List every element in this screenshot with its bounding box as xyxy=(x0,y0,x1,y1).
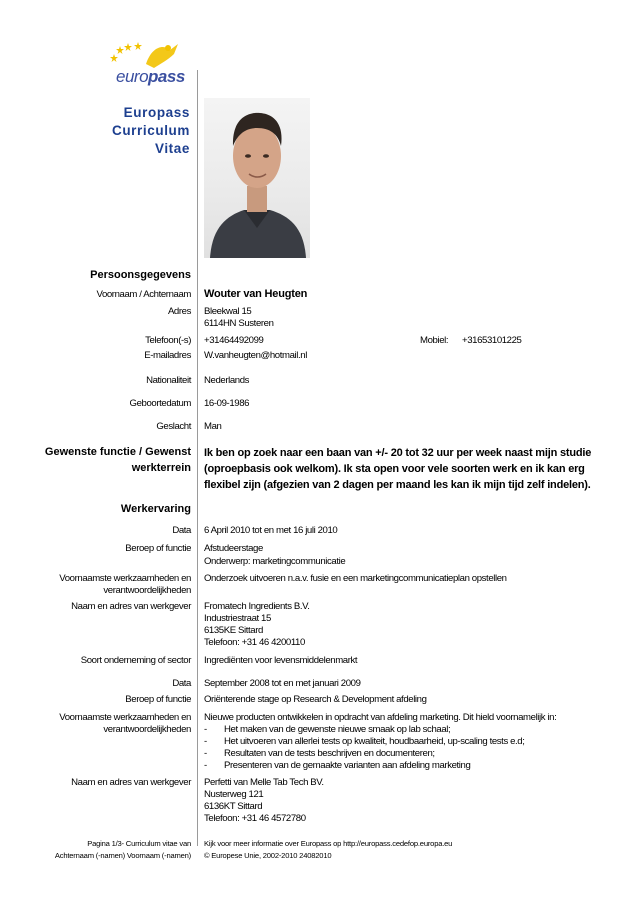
gender-value: Man xyxy=(204,421,222,432)
gender-label: Geslacht xyxy=(156,421,191,432)
desired-text-line1: Ik ben op zoek naar een baan van +/- 20 tot 32 uur per week naast mijn studie xyxy=(204,447,592,459)
job2-employer-line3: 6136KT Sittard xyxy=(204,801,263,812)
job1-date-label: Data xyxy=(172,525,191,536)
job2-task-text: Resultaten van de tests beschrijven en documenteren; xyxy=(224,748,435,759)
job1-sector-label: Soort onderneming of sector xyxy=(80,655,191,666)
desired-label-line2: werkterrein xyxy=(131,462,191,474)
section-personal: Persoonsgegevens xyxy=(90,269,191,281)
europass-wordmark: europass xyxy=(116,67,185,86)
job2-task-text: Presenteren van de gemaakte varianten aan afdeling marketing xyxy=(224,760,471,771)
footer-left-line2: Achternaam (-namen) Voornaam (-namen) xyxy=(54,851,191,860)
cv-title xyxy=(58,104,190,158)
job2-employer-line2: Nusterweg 121 xyxy=(204,789,264,800)
address-label: Adres xyxy=(167,306,191,317)
job2-date-label: Data xyxy=(172,678,191,689)
footer-page-info xyxy=(55,838,191,862)
job1-employer-line3: 6135KE Sittard xyxy=(204,625,263,636)
job2-task-item xyxy=(204,736,525,748)
nationality-value: Nederlands xyxy=(204,375,250,386)
address-line2: 6114HN Susteren xyxy=(204,318,274,329)
bullet-dash: - xyxy=(204,760,207,771)
footer-europass-info xyxy=(204,838,452,862)
bullet-dash: - xyxy=(204,724,207,735)
job2-role-value: Oriënterende stage op Research & Development afdeling xyxy=(204,694,427,705)
column-divider xyxy=(197,70,198,846)
job1-employer-label: Naam en adres van werkgever xyxy=(71,601,191,612)
bullet-dash: - xyxy=(204,748,207,759)
europass-logo xyxy=(108,40,194,96)
name-label: Voornaam / Achternaam xyxy=(96,289,191,300)
email-value: W.vanheugten@hotmail.nl xyxy=(204,350,307,361)
job1-role-line2: Onderwerp: marketingcommunicatie xyxy=(204,556,346,567)
phone-label: Telefoon(-s) xyxy=(145,335,191,346)
cv-title-line1: Europass Curriculum xyxy=(111,105,190,138)
desired-text-line3: flexibel zijn (afgezien van 2 dagen per maand les kan ik mijn tijd zelf indelen). xyxy=(204,479,591,491)
job2-task-item xyxy=(204,724,450,736)
job2-employer-label: Naam en adres van werkgever xyxy=(71,777,191,788)
job1-role-line1: Afstudeerstage xyxy=(204,543,263,554)
job2-employer-line4: Telefoon: +31 46 4572780 xyxy=(204,813,306,824)
profile-photo xyxy=(204,98,310,258)
cv-title-line2: Vitae xyxy=(154,141,190,156)
name-value: Wouter van Heugten xyxy=(204,288,308,300)
birthdate-value: 16-09-1986 xyxy=(204,398,250,409)
footer-left-line1: Pagina 1/3- Curriculum vitae van xyxy=(87,839,191,848)
job1-sector-value: Ingrediënten voor levensmiddelenmarkt xyxy=(204,655,358,666)
job1-tasks-label-line1: Voornaamste werkzaamheden en xyxy=(59,573,191,584)
job2-tasks-intro: Nieuwe producten ontwikkelen in opdracht van afdeling marketing. Dit hield voornamelijk in: xyxy=(204,712,557,723)
job2-task-text: Het uitvoeren van allerlei tests op kwaliteit, houdbaarheid, up-scaling tests e.d; xyxy=(224,736,525,747)
section-experience: Werkervaring xyxy=(120,503,191,515)
job2-tasks-label-line1: Voornaamste werkzaamheden en xyxy=(59,712,191,723)
birthdate-label: Geboortedatum xyxy=(129,398,191,409)
job1-role-label: Beroep of functie xyxy=(125,543,191,554)
footer-right-line1: Kijk voor meer informatie over Europass op http://europass.cedefop.europa.eu xyxy=(204,839,453,848)
job2-role-label: Beroep of functie xyxy=(125,694,191,705)
profile-photo-graphic xyxy=(204,98,310,258)
job1-tasks-value: Onderzoek uitvoeren n.a.v. fusie en een marketingcommunicatieplan opstellen xyxy=(204,573,507,584)
job1-employer-line4: Telefoon: +31 46 4200110 xyxy=(204,637,305,648)
footer-right-line2: © Europese Unie, 2002-2010 24082010 xyxy=(204,851,332,860)
nationality-label: Nationaliteit xyxy=(146,375,191,386)
job1-tasks-label-line2: verantwoordelijkheden xyxy=(103,585,191,596)
phone-value: +31464492099 xyxy=(204,335,264,346)
job2-task-item xyxy=(204,748,435,760)
job1-employer-line1: Fromatech Ingredients B.V. xyxy=(204,601,310,612)
desired-label-line1: Gewenste functie / Gewenst xyxy=(44,446,191,458)
job2-employer-line1: Perfetti van Melle Tab Tech BV. xyxy=(204,777,324,788)
job2-date-value: September 2008 tot en met januari 2009 xyxy=(204,678,361,689)
job1-date-value: 6 April 2010 tot en met 16 juli 2010 xyxy=(204,525,338,536)
job2-task-item xyxy=(204,760,470,772)
job2-task-text: Het maken van de gewenste nieuwe smaak op lab schaal; xyxy=(224,724,451,735)
job1-employer-line2: Industriestraat 15 xyxy=(204,613,271,624)
bullet-dash: - xyxy=(204,736,207,747)
mobile-label: Mobiel: xyxy=(420,335,449,346)
desired-text-line2: (oproepbasis ook welkom). Ik sta open voor vele soorten werk en ik kan erg xyxy=(204,463,585,475)
mobile-value: +31653101225 xyxy=(462,335,522,346)
email-label: E-mailadres xyxy=(144,350,191,361)
address-line1: Bleekwal 15 xyxy=(204,306,252,317)
job2-tasks-label-line2: verantwoordelijkheden xyxy=(103,724,191,735)
